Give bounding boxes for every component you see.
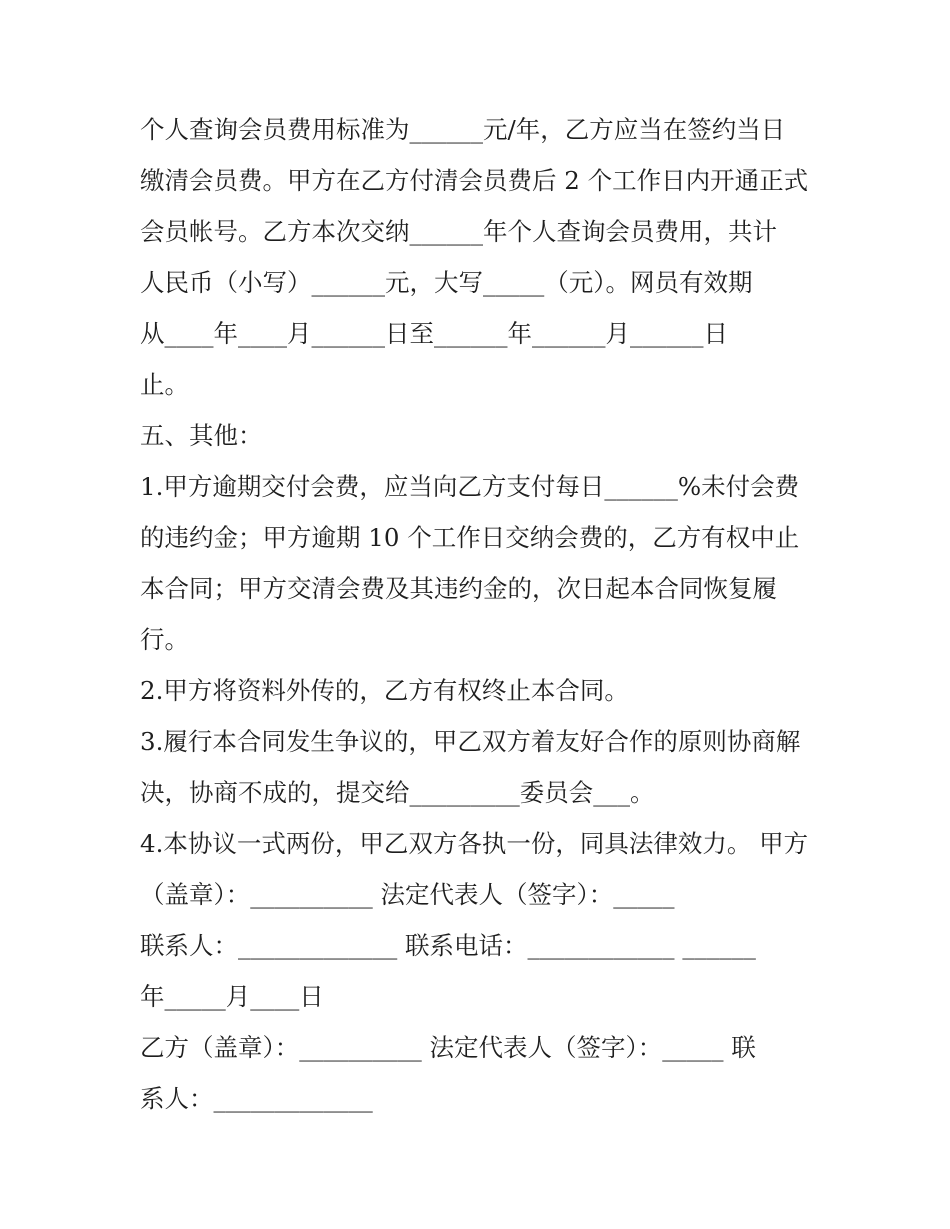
party-a-signature-line: （盖章）：__________ 法定代表人（签字）：_____ xyxy=(140,880,675,909)
text-line: 从____年____月______日至______年______月______日 xyxy=(140,319,728,348)
clause-4: 4.本协议一式两份，甲乙双方各执一份，同具法律效力。 甲方 xyxy=(140,829,809,858)
party-b-signature-line: 乙方（盖章）：__________ 法定代表人（签字）：_____ 联 xyxy=(140,1033,756,1062)
clause-1: 1.甲方逾期交付会费，应当向乙方支付每日______%未付会费 xyxy=(140,472,800,501)
text-line: 会员帐号。乙方本次交纳______年个人查询会员费用，共计 xyxy=(140,217,777,246)
text-line: 本合同；甲方交清会费及其违约金的，次日起本合同恢复履 xyxy=(140,574,777,603)
text-line: 人民币（小写）______元，大写_____（元）。网员有效期 xyxy=(140,268,753,297)
section-heading: 五、其他： xyxy=(140,421,263,450)
text-line: 个人查询会员费用标准为______元/年，乙方应当在签约当日 xyxy=(140,115,786,144)
clause-2: 2.甲方将资料外传的，乙方有权终止本合同。 xyxy=(140,676,629,705)
contract-page xyxy=(140,104,815,1124)
text-line: 决，协商不成的，提交给_________委员会___。 xyxy=(140,778,655,807)
party-a-contact-line: 联系人：_____________ 联系电话：____________ ______ xyxy=(140,931,756,960)
text-line: 的违约金；甲方逾期 10 个工作日交纳会费的，乙方有权中止 xyxy=(140,523,800,552)
text-line: 缴清会员费。甲方在乙方付清会员费后 2 个工作日内开通正式 xyxy=(140,166,809,195)
party-b-contact-line: 系人：_____________ xyxy=(140,1084,373,1113)
text-line: 止。 xyxy=(140,370,189,399)
party-a-date-line: 年_____月____日 xyxy=(140,982,324,1011)
text-line: 行。 xyxy=(140,625,189,654)
clause-3: 3.履行本合同发生争议的，甲乙双方着友好合作的原则协商解 xyxy=(140,727,801,756)
